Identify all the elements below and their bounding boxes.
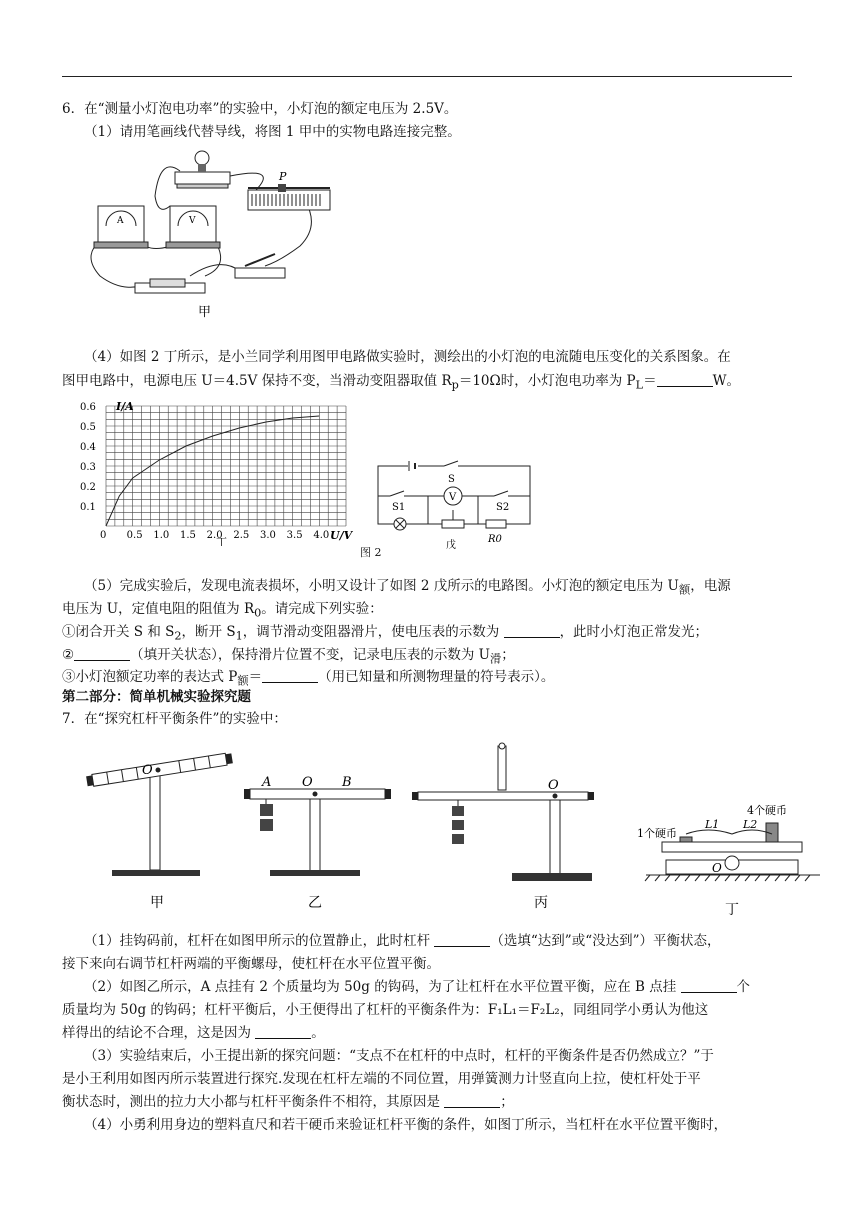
voltmeter-v-label: V	[449, 492, 457, 503]
q7-part3-line1: （3）实验结束后，小王提出新的探究问题：“支点不在杠杆的中点时，杠杆的平衡条件是否仍然成立？”于	[84, 1048, 714, 1064]
graph-grid	[106, 406, 346, 526]
ding-l2-label: L2	[743, 818, 758, 831]
yi-b-label: B	[342, 775, 352, 790]
lever-caption-yi: 乙	[308, 895, 322, 911]
graph-xlabel: U/V	[330, 529, 353, 542]
x-tick-label: 0.5	[126, 530, 143, 541]
answer-blank-switch[interactable]	[74, 646, 130, 661]
x-tick-label: 3.0	[260, 530, 276, 541]
circuit-caption-wu: 戊	[446, 540, 456, 551]
answer-blank-cause[interactable]	[444, 1093, 500, 1108]
section2-heading: 第二部分：简单机械实验探究题	[62, 689, 251, 705]
x-tick-label: 0	[100, 530, 107, 541]
x-tick-label: 1.5	[180, 530, 196, 541]
bing-o-label: O	[548, 778, 559, 793]
answer-blank-balance[interactable]	[434, 932, 490, 947]
x-tick-label: 2.5	[233, 530, 250, 541]
y-tick-label: 0.3	[80, 462, 96, 473]
answer-blank-pl[interactable]	[657, 372, 713, 387]
x-tick-label: 4.0	[313, 530, 330, 541]
q6-step3: ③小灯泡额定功率的表达式 $P_额=$ （用已知量和所测物理量的符号表示）。	[62, 669, 555, 688]
ding-coin1-label: 1个硬币	[637, 827, 677, 840]
q7-part1-line1: （1）挂钩码前，杠杆在如图甲所示的位置静止，此时杠杆 （选填“达到”或“没达到”）平衡状态，	[84, 933, 721, 949]
answer-blank-power[interactable]	[262, 668, 318, 683]
ding-coin4-label: 4个硬币	[747, 804, 787, 817]
q6-step2: ② （填开关状态），保持滑片位置不变，记录电压表的示数为 $U_滑$；	[62, 647, 515, 666]
graph-ylabel: I/A	[116, 400, 134, 413]
switch-s-label: S	[448, 474, 455, 485]
lever-caption-bing: 丙	[534, 895, 548, 911]
voltmeter-label: V	[189, 216, 196, 226]
yi-a-label: A	[262, 775, 272, 790]
y-tick-label: 0.1	[80, 502, 96, 513]
y-tick-label: 0.5	[80, 422, 96, 433]
x-tick-label: 1.0	[153, 530, 170, 541]
answer-blank-hooks[interactable]	[681, 978, 737, 993]
jia-o-label: O	[142, 763, 153, 778]
q7-part1-line2: 接下来向右调节杠杆两端的平衡螺母，使杠杆在水平位置平衡。	[62, 956, 440, 972]
answer-blank-reason[interactable]	[255, 1024, 311, 1039]
y-tick-label: 0.6	[80, 402, 96, 413]
figure2-circuit	[372, 460, 542, 560]
q6-part5-line2: 电压为 U，定值电阻的阻值为 $R_0$。请完成下列实验：	[62, 601, 383, 620]
header-rule	[62, 76, 792, 77]
figure1-circuit	[80, 146, 340, 321]
yi-o-label: O	[302, 775, 313, 790]
y-tick-label: 0.2	[80, 482, 96, 493]
x-tick-label: 2.0	[206, 530, 223, 541]
resistor-r0-label: R0	[488, 534, 502, 545]
q7-part3-line3: 衡状态时，测出的拉力大小都与杠杆平衡条件不相符，其原因是 ；	[62, 1094, 514, 1110]
q7-part3-line2: 是小王利用如图丙所示装置进行探究.发现在杠杆左端的不同位置，用弹簧测力计竖直向上拉，使杠杆处于平	[62, 1071, 701, 1087]
q7-stem: 7．在“探究杠杆平衡条件”的实验中：	[62, 711, 287, 727]
switch-s1-label: S1	[392, 502, 406, 513]
q6-part4-line1: （4）如图 2 丁所示，是小兰同学利用图甲电路做实验时，测绘出的小灯泡的电流随电压变化的关系图象。在	[84, 349, 731, 365]
q7-part4-line1: （4）小勇利用身边的塑料直尺和若干硬币来验证杠杆平衡的条件，如图丁所示，当杠杆在水平位置平衡时，	[84, 1117, 728, 1133]
lever-caption-ding: 丁	[725, 902, 739, 918]
q7-part2-line2: 质量均为 50g 的钩码；杠杆平衡后，小王便得出了杠杆的平衡条件为：F₁L₁＝F₂L₂，同组同学小勇认为他这	[62, 1002, 709, 1018]
lever-caption-jia: 甲	[150, 895, 164, 911]
fig2-caption: 图 2	[360, 546, 382, 559]
q7-part2-line3: 样得出的结论不合理，这是因为 。	[62, 1025, 325, 1041]
slider-p-label: P	[279, 170, 287, 183]
lever-yi	[244, 775, 391, 911]
ding-l1-label: L1	[705, 818, 720, 831]
q6-step1: ①闭合开关 S 和 $S_2$，断开 $S_1$，调节滑动变阻器滑片，使电压表的示数为 ，此时小灯泡正常发光；	[62, 624, 709, 643]
lever-bing	[412, 743, 594, 911]
q7-part2-line1: （2）如图乙所示，A 点挂有 2 个质量均为 50g 的钩码，为了让杠杆在水平位置平衡，应在 B 点挂 个	[84, 979, 750, 995]
answer-blank-voltage[interactable]	[504, 623, 560, 638]
figure-levers	[80, 742, 825, 922]
q6-part4-line2: 图甲电路中，电源电压 U＝4.5V 保持不变，当滑动变阻器取值 $R_p=10\Omega$时，小灯泡电功率为 $P_L= W$。	[62, 373, 740, 392]
switch-s2-label: S2	[496, 502, 510, 513]
x-tick-label: 3.5	[286, 530, 303, 541]
q6-stem: 6．在“测量小灯泡电功率”的实验中，小灯泡的额定电压为 2.5V。	[62, 101, 458, 117]
fig1-caption: 甲	[198, 305, 212, 320]
ding-o-label: O	[712, 861, 722, 875]
graph-caption-ding: 丁	[216, 536, 227, 546]
figure2-graph	[78, 396, 378, 546]
lever-jia	[86, 752, 233, 911]
lever-ding	[637, 804, 820, 918]
y-tick-label: 0.4	[80, 442, 96, 453]
ammeter-label: A	[117, 216, 124, 226]
q6-part5-line1: （5）完成实验后，发现电流表损坏，小明又设计了如图 2 戊所示的电路图。小灯泡的额定电压为 $U_额$，电源	[84, 578, 731, 597]
q6-part1: （1）请用笔画线代替导线，将图 1 甲中的实物电路连接完整。	[84, 124, 461, 140]
